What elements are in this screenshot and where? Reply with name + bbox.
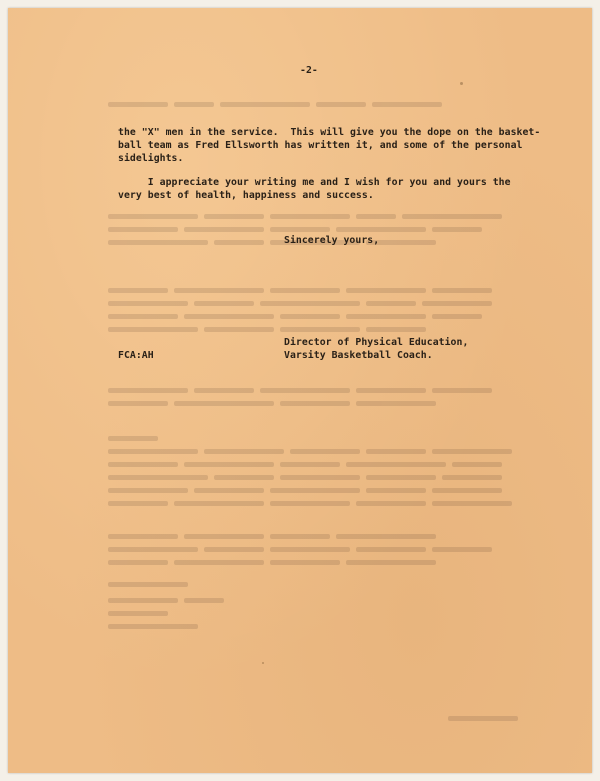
paper-speck (460, 82, 463, 85)
page-number: -2- (300, 65, 318, 76)
paragraph-2-line-1: I appreciate your writing me and I wish for you and yours the (118, 177, 511, 188)
paragraph-1-line-2: ball team as Fred Ellsworth has written it, and some of the personal (118, 140, 523, 151)
paragraph-1-line-1: the "X" men in the service. This will give you the dope on the basket- (118, 127, 541, 138)
paragraph-2-line-2: very best of health, happiness and success. (118, 190, 374, 201)
typist-initials: FCA:AH (118, 350, 154, 361)
signature-title-1: Director of Physical Education, (284, 337, 469, 348)
signature-title-2: Varsity Basketball Coach. (284, 350, 433, 361)
letter-page (8, 8, 592, 773)
closing: Sincerely yours, (284, 235, 380, 246)
paper-speck (262, 662, 264, 664)
paragraph-1-line-3: sidelights. (118, 153, 184, 164)
